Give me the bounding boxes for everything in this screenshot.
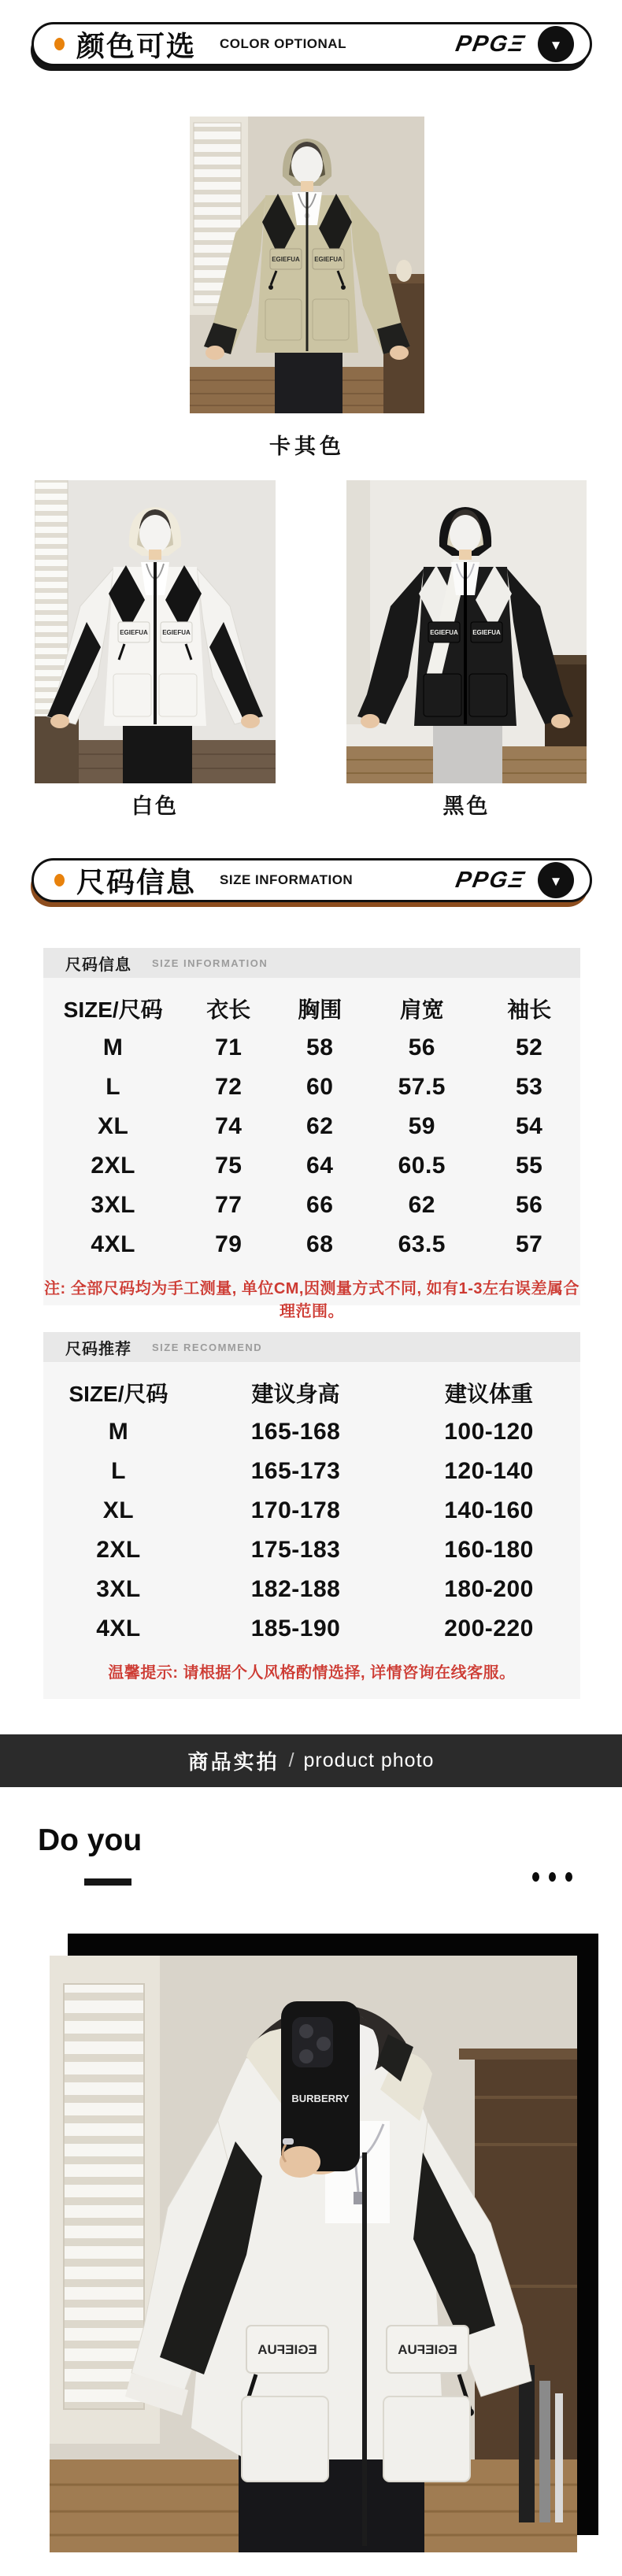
chevron-down-icon: ▼ xyxy=(549,873,563,889)
card-header xyxy=(43,1332,580,1362)
photo-bar-title-cn: 商品实拍 xyxy=(187,1750,280,1774)
ellipsis-icon xyxy=(532,1872,572,1882)
size-recommend-card xyxy=(43,1332,580,1699)
table-row: XL 74 62 59 54 xyxy=(97,1113,543,1139)
svg-text:EGIEFUA: EGIEFUA xyxy=(162,629,191,636)
col-size: SIZE/尺码 xyxy=(68,1382,168,1406)
table-row: 3XL 182-188 180-200 xyxy=(96,1576,534,1602)
chevron-down-icon: ▼ xyxy=(549,37,563,53)
section-title: 尺码信息 xyxy=(76,865,197,898)
col-weight: 建议体重 xyxy=(445,1382,534,1406)
table-row: XL 170-178 140-160 xyxy=(102,1497,534,1523)
size-info-card xyxy=(43,948,580,1320)
table-row: 4XL 185-190 200-220 xyxy=(96,1616,534,1641)
svg-text:EGIEFUA: EGIEFUA xyxy=(257,2342,317,2357)
brand-logo: PPGΞ xyxy=(453,31,528,57)
svg-text:EGIEFUA: EGIEFUA xyxy=(272,256,300,263)
orange-dot-icon xyxy=(54,874,65,886)
measurement-note: 注: 全部尺码均为手工测量, 单位CM,因测量方式不同, 如有1-3左右误差属合理范围。 xyxy=(43,1280,579,1320)
section-subtitle: COLOR OPTIONAL xyxy=(220,36,346,51)
product-photo-khaki xyxy=(190,117,424,413)
brand-logo: PPGΞ xyxy=(453,867,528,893)
recommend-table-header-row xyxy=(43,1373,580,1412)
chevron-down-badge xyxy=(538,862,574,898)
card-subtitle: SIZE INFORMATION xyxy=(152,957,268,969)
size-table xyxy=(43,978,580,1264)
table-row: 3XL 77 66 62 56 xyxy=(91,1192,543,1218)
photo-heading: Do you xyxy=(38,1823,143,1857)
card-title: 尺码信息 xyxy=(65,956,131,974)
col-length: 衣长 xyxy=(206,997,251,1022)
svg-text:EGIEFUA: EGIEFUA xyxy=(398,2342,457,2357)
col-chest: 胸围 xyxy=(298,997,342,1022)
recommend-table xyxy=(43,1362,580,1649)
product-photo-white xyxy=(35,480,276,783)
color-label-khaki: 卡其色 xyxy=(269,435,345,458)
col-size: SIZE/尺码 xyxy=(63,997,163,1022)
color-label-black: 黑色 xyxy=(442,794,491,818)
warm-tip: 温馨提示: 请根据个人风格酌情选择, 详情咨询在线客服。 xyxy=(108,1664,516,1682)
card-subtitle: SIZE RECOMMEND xyxy=(152,1341,263,1353)
card-title: 尺码推荐 xyxy=(65,1340,131,1358)
section-header-size-information xyxy=(31,858,592,902)
product-photo-selfie xyxy=(50,1956,577,2552)
size-table-header-row xyxy=(43,989,580,1028)
svg-text:EGIEFUA: EGIEFUA xyxy=(314,256,342,263)
section-subtitle: SIZE INFORMATION xyxy=(220,872,354,887)
phone-brand-label: BURBERRY xyxy=(291,2093,350,2104)
table-row: L 165-173 120-140 xyxy=(111,1458,534,1484)
svg-text:EGIEFUA: EGIEFUA xyxy=(120,629,148,636)
table-row: M 71 58 56 52 xyxy=(102,1034,543,1060)
color-label-white: 白色 xyxy=(131,794,179,818)
section-title: 颜色可选 xyxy=(76,29,197,62)
section-header-color-optional xyxy=(31,22,592,66)
table-row: 2XL 75 64 60.5 55 xyxy=(91,1153,543,1179)
svg-text:EGIEFUA: EGIEFUA xyxy=(430,629,458,636)
photo-bar-title-en: product photo xyxy=(303,1749,435,1771)
table-row: M 165-168 100-120 xyxy=(108,1419,534,1445)
svg-text:EGIEFUA: EGIEFUA xyxy=(472,629,501,636)
table-row: L 72 60 57.5 53 xyxy=(106,1074,543,1100)
card-header xyxy=(43,948,580,978)
orange-dot-icon xyxy=(54,38,65,50)
table-row: 2XL 175-183 160-180 xyxy=(96,1537,534,1563)
photo-bar-separator: / xyxy=(288,1749,294,1771)
heading-underline xyxy=(84,1878,131,1886)
table-row: 4XL 79 68 63.5 57 xyxy=(91,1231,543,1257)
chevron-down-badge xyxy=(538,26,574,62)
product-photo-bar xyxy=(0,1734,622,1787)
col-shoulder: 肩宽 xyxy=(399,997,444,1022)
product-photo-black xyxy=(346,480,587,783)
col-sleeve: 袖长 xyxy=(507,997,552,1022)
col-height: 建议身高 xyxy=(251,1382,340,1406)
